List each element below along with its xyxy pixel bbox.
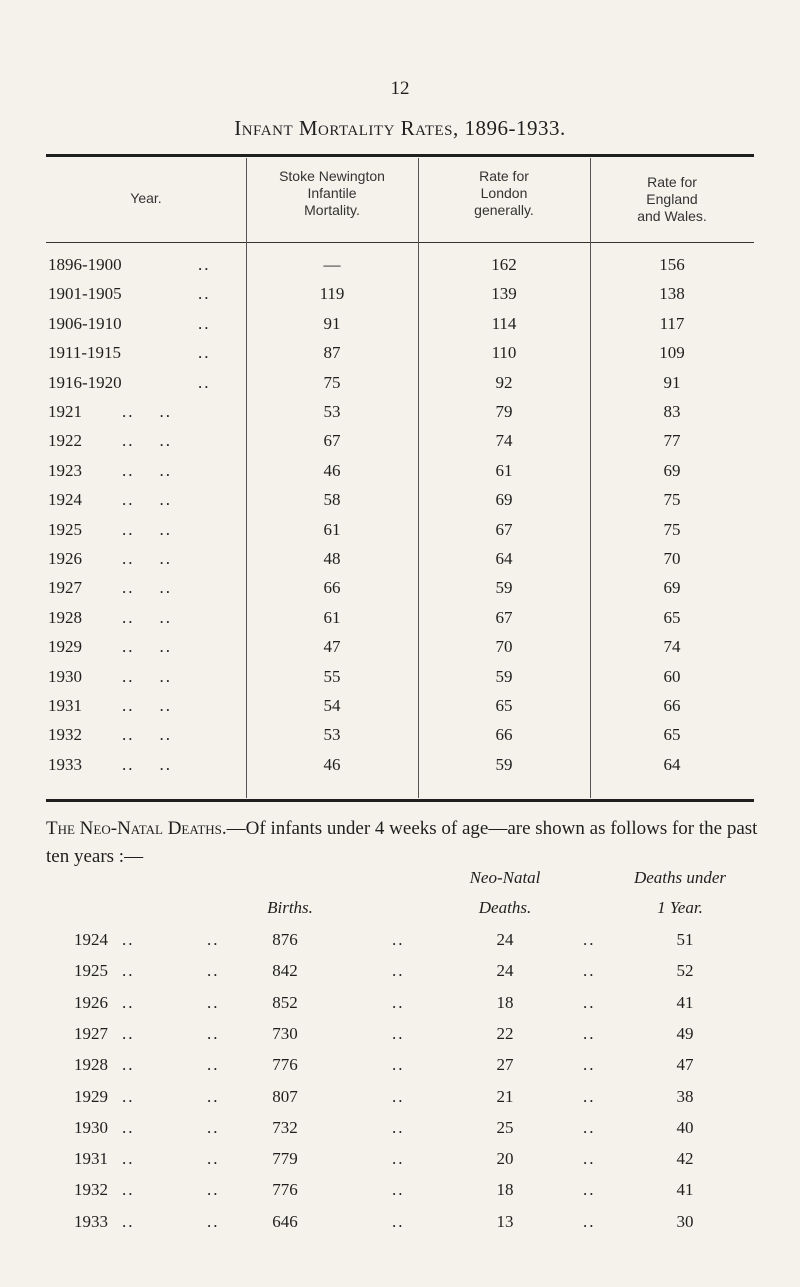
header-london-line3: generally. bbox=[474, 202, 534, 218]
cell-year: 1933 bbox=[48, 754, 82, 774]
cell-stoke: 55 bbox=[323, 666, 341, 686]
cell-stoke: 119 bbox=[319, 284, 345, 304]
table-row bbox=[0, 1085, 800, 1116]
cell-neonatal: 24 bbox=[496, 930, 514, 949]
cell-london: 61 bbox=[495, 460, 513, 480]
cell-london: 64 bbox=[495, 549, 513, 568]
paragraph-text: —Of infants under 4 weeks of age—are shown as follows for the past ten years :— bbox=[46, 818, 758, 867]
cell-england: 69 bbox=[663, 578, 681, 598]
leader-dots: .. bbox=[583, 961, 596, 981]
cell-year: 1901-1905 bbox=[48, 284, 122, 304]
cell-london: 65 bbox=[495, 696, 513, 715]
cell-england: 138 bbox=[659, 284, 685, 304]
leader-dots: .. bbox=[207, 992, 220, 1012]
cell-stoke: 46 bbox=[323, 754, 341, 774]
leader-dots: .. bbox=[583, 1086, 596, 1106]
leader-dots: .. bbox=[207, 1117, 220, 1137]
header-stoke-line2: Infantile bbox=[307, 185, 357, 201]
table-row bbox=[0, 1210, 800, 1241]
table-row bbox=[0, 959, 800, 990]
cell-births: 807 bbox=[272, 1086, 298, 1106]
cell-london: 66 bbox=[495, 725, 513, 745]
cell-london: 59 bbox=[495, 666, 513, 686]
cell-year: 1929 bbox=[74, 1086, 108, 1106]
leader-dots: .. bbox=[583, 930, 596, 949]
leader-dots: .. bbox=[583, 992, 596, 1012]
cell-births: 876 bbox=[272, 930, 298, 949]
leader-dots: .. bbox=[122, 1180, 135, 1200]
leader-dots: .. bbox=[122, 1117, 135, 1137]
leader-dots: .. bbox=[198, 255, 211, 274]
cell-england: 64 bbox=[663, 754, 681, 774]
cell-england: 69 bbox=[663, 460, 681, 480]
cell-births: 842 bbox=[272, 961, 298, 981]
cell-year: 1926 bbox=[74, 992, 108, 1012]
leader-dots: .. bbox=[198, 313, 211, 333]
neo-natal-paragraph bbox=[46, 815, 766, 871]
leader-dots: .. .. bbox=[122, 460, 172, 480]
leader-dots: .. .. bbox=[122, 402, 172, 421]
leader-dots: .. bbox=[583, 1023, 596, 1043]
cell-year: 1932 bbox=[74, 1180, 108, 1200]
table-row bbox=[46, 517, 754, 547]
cell-year: 1928 bbox=[74, 1055, 108, 1075]
cell-year: 1927 bbox=[48, 578, 82, 598]
cell-london: 67 bbox=[495, 519, 513, 539]
cell-under-year: 49 bbox=[676, 1023, 694, 1043]
header-england-line2: England bbox=[646, 191, 698, 207]
cell-london: 59 bbox=[495, 578, 513, 598]
cell-year: 1924 bbox=[48, 490, 82, 510]
table-row bbox=[0, 1147, 800, 1178]
leader-dots: .. bbox=[198, 372, 211, 392]
page-number: 12 bbox=[390, 78, 410, 99]
header-year-label: Year. bbox=[130, 190, 162, 206]
cell-london: 110 bbox=[491, 343, 517, 363]
cell-under-year: 41 bbox=[676, 1180, 694, 1200]
cell-under-year: 42 bbox=[676, 1149, 694, 1169]
leader-dots: .. bbox=[583, 1180, 596, 1200]
cell-births: 852 bbox=[272, 992, 298, 1012]
cell-stoke: 58 bbox=[323, 490, 341, 510]
cell-year: 1925 bbox=[48, 519, 82, 539]
table-top-rule bbox=[46, 154, 754, 157]
cell-year: 1923 bbox=[48, 460, 82, 480]
cell-year: 1916-1920 bbox=[48, 372, 122, 392]
cell-stoke: 87 bbox=[323, 343, 341, 363]
cell-stoke: — bbox=[323, 255, 341, 274]
cell-stoke: 48 bbox=[323, 549, 341, 568]
table-row bbox=[46, 722, 754, 752]
leader-dots: .. bbox=[207, 1180, 220, 1200]
cell-stoke: 67 bbox=[323, 431, 341, 451]
table-row bbox=[46, 252, 754, 282]
table-row bbox=[46, 664, 754, 694]
cell-births: 730 bbox=[272, 1023, 298, 1043]
leader-dots: .. bbox=[583, 1055, 596, 1075]
table-row bbox=[0, 1178, 800, 1209]
leader-dots: .. bbox=[207, 930, 220, 949]
cell-year: 1931 bbox=[48, 696, 82, 715]
cell-births: 776 bbox=[272, 1180, 298, 1200]
leader-dots: .. bbox=[392, 1117, 405, 1137]
cell-london: 69 bbox=[495, 490, 513, 510]
leader-dots: .. bbox=[207, 1211, 220, 1231]
leader-dots: .. bbox=[392, 961, 405, 981]
header-under-year-line1: Deaths under bbox=[633, 868, 727, 887]
table-row bbox=[46, 693, 754, 723]
leader-dots: .. bbox=[207, 961, 220, 981]
cell-england: 60 bbox=[663, 666, 681, 686]
leader-dots: .. .. bbox=[122, 549, 172, 568]
leader-dots: .. .. bbox=[122, 490, 172, 510]
cell-stoke: 47 bbox=[323, 637, 341, 657]
cell-england: 66 bbox=[663, 696, 681, 715]
cell-neonatal: 21 bbox=[496, 1086, 514, 1106]
header-neonatal-line2: Deaths. bbox=[478, 898, 532, 917]
cell-under-year: 40 bbox=[676, 1117, 694, 1137]
table-row bbox=[46, 605, 754, 635]
leader-dots: .. .. bbox=[122, 666, 172, 686]
cell-under-year: 41 bbox=[676, 992, 694, 1012]
table-row bbox=[0, 1116, 800, 1147]
leader-dots: .. bbox=[392, 1149, 405, 1169]
cell-stoke: 61 bbox=[323, 519, 341, 539]
cell-year: 1927 bbox=[74, 1023, 108, 1043]
cell-england: 156 bbox=[659, 255, 685, 274]
leader-dots: .. bbox=[198, 343, 211, 363]
table-row bbox=[0, 991, 800, 1022]
cell-england: 75 bbox=[663, 490, 681, 510]
header-england bbox=[590, 174, 754, 225]
cell-year: 1929 bbox=[48, 637, 82, 657]
table-row bbox=[46, 399, 754, 429]
cell-england: 83 bbox=[663, 402, 681, 421]
table-row bbox=[0, 1022, 800, 1053]
cell-stoke: 54 bbox=[323, 696, 341, 715]
leader-dots: .. bbox=[583, 1117, 596, 1137]
cell-england: 65 bbox=[663, 607, 681, 627]
leader-dots: .. bbox=[122, 1055, 135, 1075]
cell-england: 74 bbox=[663, 637, 681, 657]
leader-dots: .. bbox=[207, 1086, 220, 1106]
cell-stoke: 61 bbox=[323, 607, 341, 627]
cell-under-year: 38 bbox=[676, 1086, 694, 1106]
leader-dots: .. .. bbox=[122, 696, 172, 715]
leader-dots: .. bbox=[198, 284, 211, 304]
table-row bbox=[0, 1053, 800, 1084]
cell-stoke: 53 bbox=[323, 402, 341, 421]
leader-dots: .. bbox=[392, 930, 405, 949]
table-row bbox=[46, 428, 754, 458]
table-row bbox=[46, 281, 754, 311]
leader-dots: .. .. bbox=[122, 637, 172, 657]
leader-dots: .. bbox=[583, 1149, 596, 1169]
page-title: Infant Mortality Rates, 1896-1933. bbox=[234, 116, 566, 140]
cell-london: 74 bbox=[495, 431, 513, 451]
cell-year: 1933 bbox=[74, 1211, 108, 1231]
cell-london: 79 bbox=[495, 402, 513, 421]
header-rule bbox=[46, 242, 754, 243]
cell-england: 109 bbox=[659, 343, 685, 363]
cell-births: 732 bbox=[272, 1117, 298, 1137]
paragraph-lead: The Neo-Natal Deaths. bbox=[46, 818, 227, 839]
leader-dots: .. .. bbox=[122, 519, 172, 539]
header-year bbox=[46, 190, 246, 207]
leader-dots: .. bbox=[207, 1023, 220, 1043]
cell-neonatal: 27 bbox=[496, 1055, 514, 1075]
table-row bbox=[46, 340, 754, 370]
leader-dots: .. bbox=[392, 1023, 405, 1043]
cell-under-year: 30 bbox=[676, 1211, 694, 1231]
cell-births: 646 bbox=[272, 1211, 298, 1231]
cell-year: 1911-1915 bbox=[48, 343, 122, 363]
leader-dots: .. .. bbox=[122, 754, 172, 774]
leader-dots: .. bbox=[122, 1023, 135, 1043]
cell-england: 77 bbox=[663, 431, 681, 451]
leader-dots: .. bbox=[207, 1149, 220, 1169]
cell-neonatal: 20 bbox=[496, 1149, 514, 1169]
leader-dots: .. bbox=[392, 1211, 405, 1231]
leader-dots: .. bbox=[392, 992, 405, 1012]
cell-year: 1921 bbox=[48, 402, 82, 421]
table-row bbox=[46, 752, 754, 782]
cell-london: 162 bbox=[491, 255, 517, 274]
header-stoke-line1: Stoke Newington bbox=[279, 168, 385, 184]
cell-stoke: 75 bbox=[323, 372, 341, 392]
cell-year: 1922 bbox=[48, 431, 82, 451]
cell-london: 70 bbox=[495, 637, 513, 657]
leader-dots: .. bbox=[122, 930, 135, 949]
cell-neonatal: 18 bbox=[496, 992, 514, 1012]
leader-dots: .. .. bbox=[122, 431, 172, 451]
leader-dots: .. bbox=[207, 1055, 220, 1075]
table-row bbox=[46, 487, 754, 517]
header-london-line1: Rate for bbox=[479, 168, 529, 184]
cell-neonatal: 25 bbox=[496, 1117, 514, 1137]
cell-london: 139 bbox=[491, 284, 517, 304]
header-neonatal-line1: Neo-Natal bbox=[469, 868, 541, 887]
cell-london: 67 bbox=[495, 607, 513, 627]
cell-stoke: 66 bbox=[323, 578, 341, 598]
cell-year: 1932 bbox=[48, 725, 82, 745]
cell-year: 1930 bbox=[74, 1117, 108, 1137]
cell-england: 75 bbox=[663, 519, 681, 539]
cell-year: 1906-1910 bbox=[48, 313, 122, 333]
cell-births: 779 bbox=[272, 1149, 298, 1169]
cell-stoke: 91 bbox=[323, 313, 341, 333]
header-england-line1: Rate for bbox=[647, 174, 697, 190]
header-london-line2: London bbox=[480, 185, 528, 201]
leader-dots: .. bbox=[122, 1211, 135, 1231]
cell-under-year: 51 bbox=[676, 930, 694, 949]
cell-neonatal: 22 bbox=[496, 1023, 514, 1043]
header-births: Births. bbox=[267, 898, 313, 917]
cell-year: 1924 bbox=[74, 930, 108, 949]
cell-stoke: 46 bbox=[323, 460, 341, 480]
leader-dots: .. bbox=[122, 1149, 135, 1169]
cell-year: 1930 bbox=[48, 666, 82, 686]
table-row bbox=[46, 546, 754, 576]
table-row bbox=[46, 370, 754, 400]
cell-london: 59 bbox=[495, 754, 513, 774]
cell-stoke: 53 bbox=[323, 725, 341, 745]
leader-dots: .. bbox=[392, 1055, 405, 1075]
cell-england: 65 bbox=[663, 725, 681, 745]
cell-england: 117 bbox=[659, 313, 685, 333]
cell-neonatal: 18 bbox=[496, 1180, 514, 1200]
leader-dots: .. bbox=[392, 1086, 405, 1106]
header-london bbox=[418, 168, 590, 219]
cell-year: 1931 bbox=[74, 1149, 108, 1169]
cell-under-year: 52 bbox=[676, 961, 694, 981]
table-row bbox=[46, 575, 754, 605]
cell-london: 114 bbox=[491, 313, 517, 333]
cell-neonatal: 13 bbox=[496, 1211, 514, 1231]
leader-dots: .. bbox=[122, 961, 135, 981]
leader-dots: .. .. bbox=[122, 578, 172, 598]
cell-year: 1925 bbox=[74, 961, 108, 981]
leader-dots: .. bbox=[122, 1086, 135, 1106]
leader-dots: .. bbox=[392, 1180, 405, 1200]
cell-neonatal: 24 bbox=[496, 961, 514, 981]
table-row bbox=[46, 634, 754, 664]
table-bottom-rule bbox=[46, 799, 754, 802]
cell-year: 1896-1900 bbox=[48, 255, 122, 274]
table-row bbox=[0, 928, 800, 959]
leader-dots: .. .. bbox=[122, 607, 172, 627]
cell-year: 1928 bbox=[48, 607, 82, 627]
cell-under-year: 47 bbox=[676, 1055, 694, 1075]
leader-dots: .. bbox=[122, 992, 135, 1012]
cell-london: 92 bbox=[495, 372, 513, 392]
leader-dots: .. .. bbox=[122, 725, 172, 745]
leader-dots: .. bbox=[583, 1211, 596, 1231]
header-england-line3: and Wales. bbox=[637, 208, 707, 224]
cell-births: 776 bbox=[272, 1055, 298, 1075]
table-row bbox=[46, 458, 754, 488]
cell-england: 70 bbox=[663, 549, 681, 568]
header-stoke-line3: Mortality. bbox=[304, 202, 360, 218]
cell-england: 91 bbox=[663, 372, 681, 392]
table-row bbox=[46, 311, 754, 341]
cell-year: 1926 bbox=[48, 549, 82, 568]
header-stoke bbox=[246, 168, 418, 219]
header-under-year-line2: 1 Year. bbox=[657, 898, 703, 917]
